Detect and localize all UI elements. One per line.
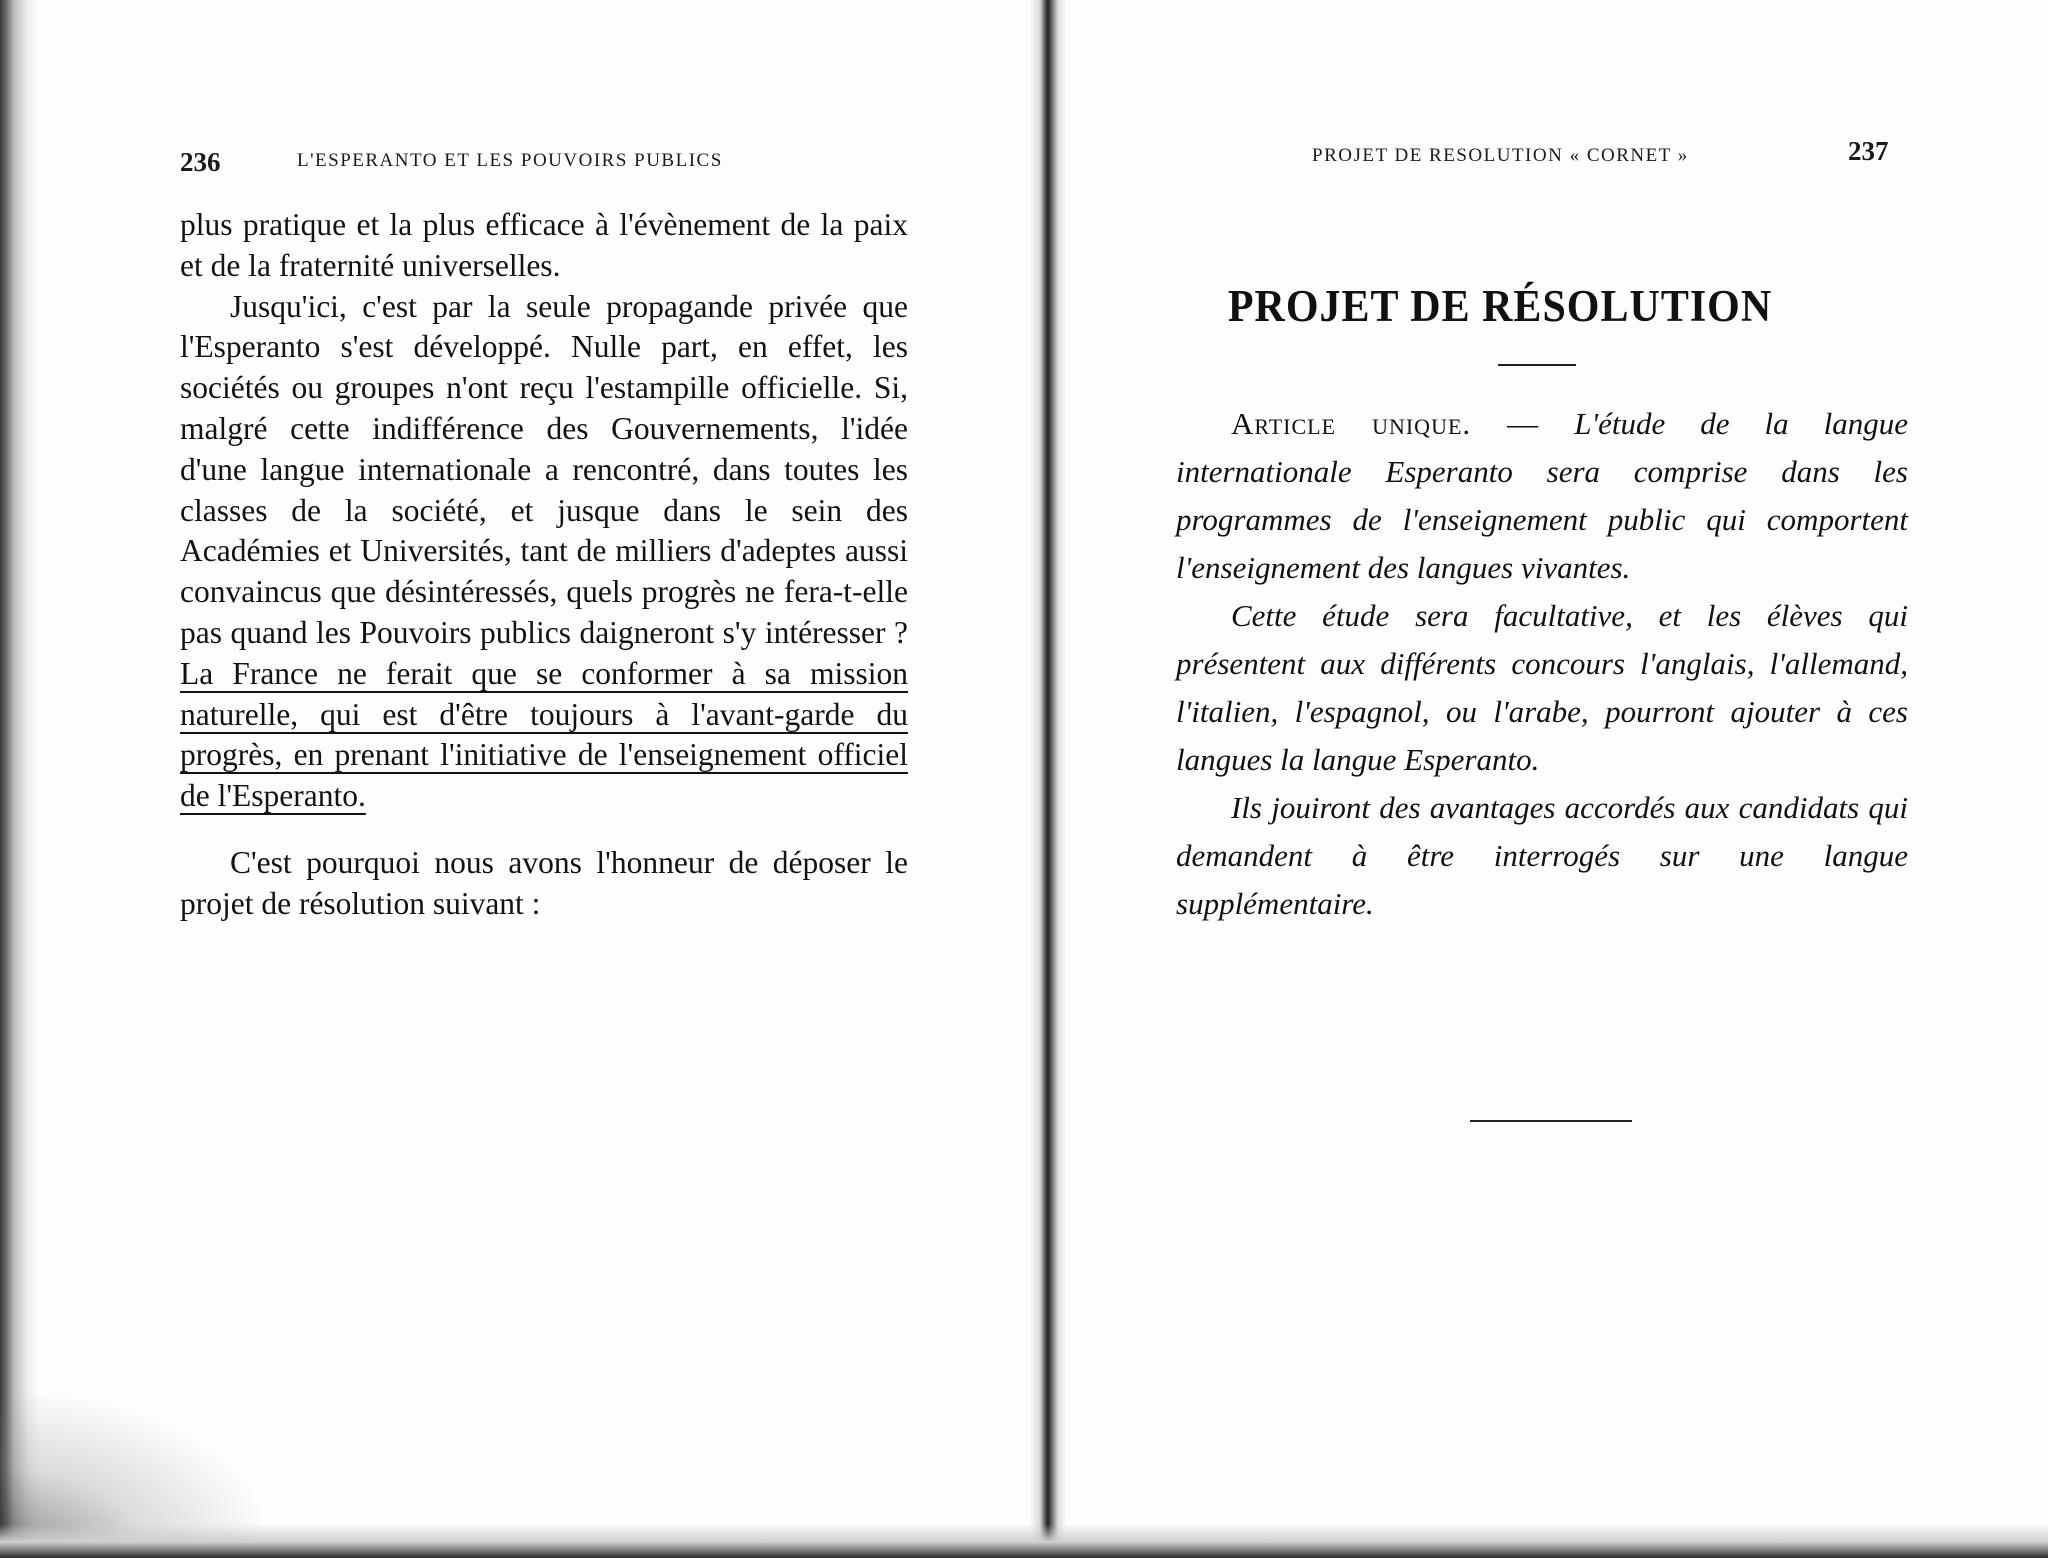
left-paragraph-2: [180, 287, 908, 817]
left-paragraph-1: plus pratique et la plus efficace à l'évènement de la paix et de la fraternité universelles.: [180, 207, 908, 283]
bottom-page-edge: [0, 1524, 2048, 1558]
book-gutter: [1030, 0, 1066, 1558]
left-page-edge-shadow: [0, 0, 40, 1558]
title-rule: [1498, 364, 1576, 366]
right-paragraph-2: Cette étude sera facultative, et les élèves qui présentent aux différents concours l'anglais, l'allemand, l'italien, l'espagnol, ou l'arabe, pourront ajouter à ces langues la langue Esperanto.: [1176, 598, 1908, 777]
right-page-body: [1176, 400, 1908, 928]
left-paragraph-2-text: Jusqu'ici, c'est par la seule propagande privée que l'Esperanto s'est développé. Nulle part, en effet, les sociétés ou groupes n'ont reçu l'estampille officielle. Si, malgré cette indifférence des Gouvernements, l'idée d'une langue internationale a rencontré, dans toutes les classes de la société, et jusque dans le sein des Académies et Universités, tant de milliers d'adeptes aussi convaincus que désintéressés, quels progrès ne fera-t-elle pas quand les Pouvoirs publics daigneront s'y intéresser ?: [180, 288, 908, 650]
left-running-head: L'ESPERANTO ET LES POUVOIRS PUBLICS: [297, 150, 723, 171]
right-page-number: 237: [1848, 136, 1889, 166]
underlined-passage: La France ne ferait que se conformer à sa mission naturelle, qui est d'être toujours à l'avant-garde du progrès, en prenant l'initiative de l'enseignement officiel de l'Esperanto.: [180, 655, 908, 814]
left-page-number: 236: [180, 147, 221, 177]
left-page-body: [180, 205, 908, 925]
closing-rule: [1470, 1120, 1632, 1122]
article-label: Article unique. —: [1231, 406, 1540, 441]
left-paragraph-3: C'est pourquoi nous avons l'honneur de déposer le projet de résolution suivant :: [180, 844, 908, 921]
resolution-title: PROJET DE RÉSOLUTION: [1227, 282, 1773, 332]
right-paragraph-3: Ils jouiront des avantages accordés aux candidats qui demandent à être interrogés sur une langue supplémentaire.: [1176, 790, 1908, 921]
right-running-head: PROJET DE RESOLUTION « CORNET »: [1312, 145, 1689, 166]
article-text: L'étude de la langue internationale Esperanto sera comprise dans les programmes de l'enseignement public qui comportent l'enseignement des langues vivantes.: [1176, 406, 1909, 585]
article-paragraph: [1176, 400, 1908, 592]
